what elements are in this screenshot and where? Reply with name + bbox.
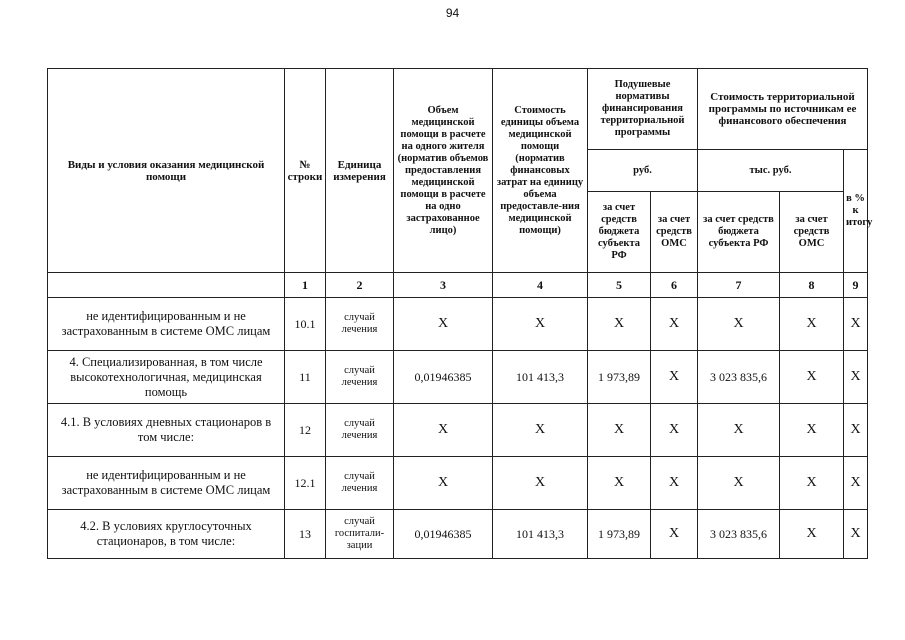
header-unit-cost: Стоимость единицы объема медицинской помощи (норматив финансовых затрат на единицу объема предоставле-ния медицинской помощи) [493, 69, 588, 273]
financing-table [47, 68, 873, 559]
header-unit: Единица измерения [326, 69, 394, 273]
column-number: 2 [326, 273, 394, 298]
header-row-no: № строки [285, 69, 326, 273]
row-pc-budget: 1 973,89 [588, 351, 651, 404]
row-unit-cost: Х [493, 298, 588, 351]
row-c-budget: Х [698, 457, 780, 510]
row-name: 4. Специализированная, в том числе высокотехнологичная, медицинская помощь [48, 351, 285, 404]
column-number: 5 [588, 273, 651, 298]
row-number: 11 [285, 351, 326, 404]
table-row [48, 404, 868, 457]
row-unit: случай лечения [326, 351, 394, 404]
column-number-spacer [48, 273, 285, 298]
row-percent: Х [844, 457, 868, 510]
header-rub: руб. [588, 150, 698, 192]
row-percent: Х [844, 510, 868, 559]
row-volume: Х [394, 404, 493, 457]
row-unit: случай лечения [326, 457, 394, 510]
row-unit-cost: Х [493, 404, 588, 457]
row-c-oms: Х [780, 351, 844, 404]
row-c-budget: Х [698, 298, 780, 351]
row-volume: 0,01946385 [394, 510, 493, 559]
row-unit-cost: 101 413,3 [493, 510, 588, 559]
row-unit: случай лечения [326, 298, 394, 351]
row-pc-oms: Х [651, 351, 698, 404]
header-program-cost: Стоимость территориальной программы по источникам ее финансового обеспечения [698, 69, 868, 150]
column-number: 6 [651, 273, 698, 298]
header-volume: Объем медицинской помощи в расчете на одного жителя (норматив объемов предоставления медицинской помощи в расчете на одно застрахованное лицо) [394, 69, 493, 273]
row-pc-oms: Х [651, 457, 698, 510]
row-unit: случай лечения [326, 404, 394, 457]
row-name: 4.2. В условиях круглосуточных стационаров, в том числе: [48, 510, 285, 559]
row-c-oms: Х [780, 298, 844, 351]
row-volume: Х [394, 457, 493, 510]
header-per-capita: Подушевые нормативы финансирования территориальной программы [588, 69, 698, 150]
row-number: 12.1 [285, 457, 326, 510]
header-thousand-rub: тыс. руб. [698, 150, 844, 192]
row-c-budget: 3 023 835,6 [698, 510, 780, 559]
table-row [48, 510, 868, 559]
row-volume: 0,01946385 [394, 351, 493, 404]
page-number: 94 [445, 6, 460, 20]
row-pc-budget: Х [588, 404, 651, 457]
row-number: 10.1 [285, 298, 326, 351]
row-name: 4.1. В условиях дневных стационаров в том числе: [48, 404, 285, 457]
row-volume: Х [394, 298, 493, 351]
row-number: 13 [285, 510, 326, 559]
table-row [48, 457, 868, 510]
row-unit: случай госпитали-зации [326, 510, 394, 559]
row-percent: Х [844, 404, 868, 457]
row-name: не идентифицированным и не застрахованным в системе ОМС лицам [48, 457, 285, 510]
header-pc-oms: за счет средств ОМС [651, 192, 698, 273]
row-pc-oms: Х [651, 404, 698, 457]
column-number: 4 [493, 273, 588, 298]
row-pc-budget: Х [588, 457, 651, 510]
row-c-oms: Х [780, 510, 844, 559]
table-row [48, 298, 868, 351]
row-pc-oms: Х [651, 510, 698, 559]
column-number: 3 [394, 273, 493, 298]
row-c-budget: Х [698, 404, 780, 457]
row-pc-oms: Х [651, 298, 698, 351]
row-unit-cost: 101 413,3 [493, 351, 588, 404]
row-c-budget: 3 023 835,6 [698, 351, 780, 404]
row-percent: Х [844, 298, 868, 351]
column-numbers-row [48, 273, 868, 298]
column-number: 8 [780, 273, 844, 298]
row-c-oms: Х [780, 457, 844, 510]
header-percent: в % к итогу [844, 150, 868, 273]
row-pc-budget: Х [588, 298, 651, 351]
column-number: 7 [698, 273, 780, 298]
row-pc-budget: 1 973,89 [588, 510, 651, 559]
table-row [48, 351, 868, 404]
header-pc-budget: за счет средств бюджета субъекта РФ [588, 192, 651, 273]
header-c-oms: за счет средств ОМС [780, 192, 844, 273]
row-number: 12 [285, 404, 326, 457]
row-unit-cost: Х [493, 457, 588, 510]
row-name: не идентифицированным и не застрахованным в системе ОМС лицам [48, 298, 285, 351]
header-c-budget: за счет средств бюджета субъекта РФ [698, 192, 780, 273]
column-number: 1 [285, 273, 326, 298]
row-percent: Х [844, 351, 868, 404]
row-c-oms: Х [780, 404, 844, 457]
column-number: 9 [844, 273, 868, 298]
header-kind: Виды и условия оказания медицинской помощи [48, 69, 285, 273]
